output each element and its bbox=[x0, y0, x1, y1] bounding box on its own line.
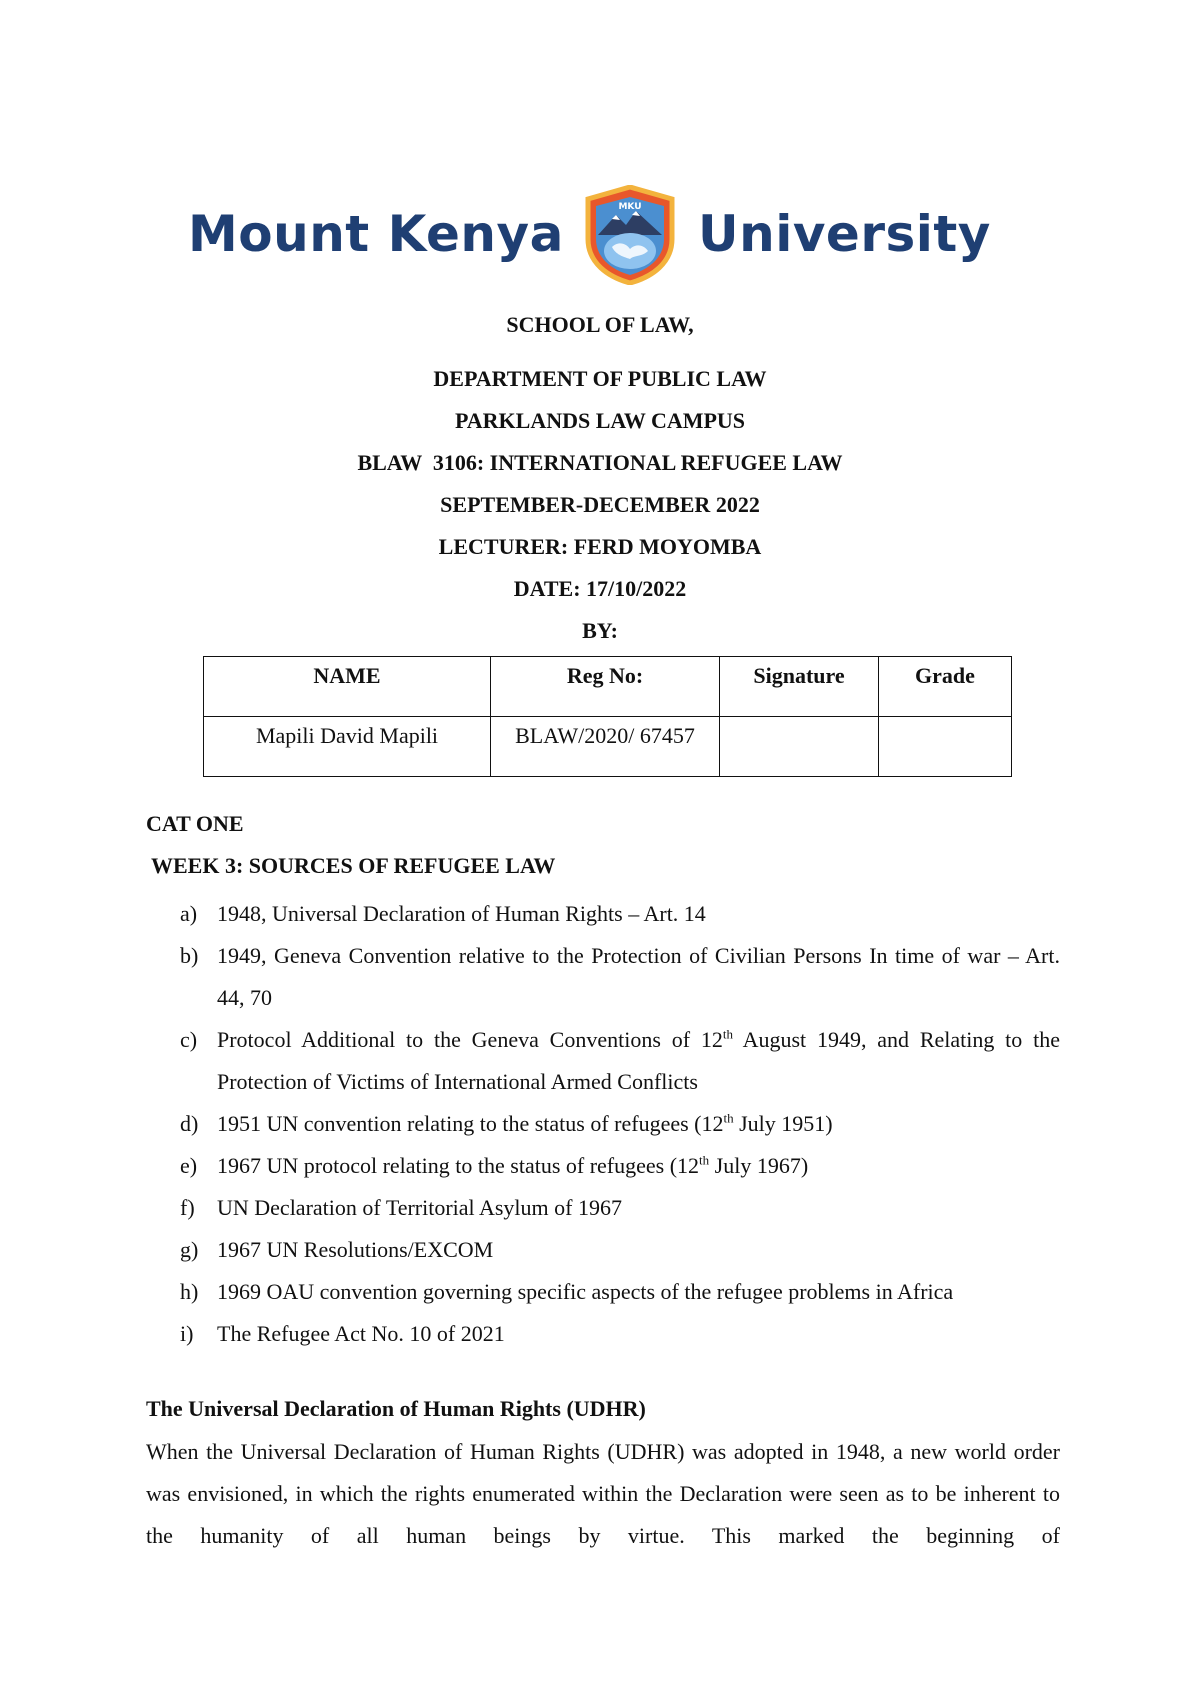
list-item-text: 1967 UN protocol relating to the status of refugees (12 bbox=[217, 1153, 700, 1178]
crest-label: MKU bbox=[618, 202, 642, 212]
list-item-text: 1951 UN convention relating to the status of refugees (12 bbox=[217, 1111, 724, 1136]
list-item-text: UN Declaration of Territorial Asylum of 1967 bbox=[217, 1195, 622, 1220]
week-title: WEEK 3: SOURCES OF REFUGEE LAW bbox=[151, 853, 556, 878]
sources-list bbox=[180, 893, 1060, 1355]
list-marker: h) bbox=[180, 1279, 199, 1304]
by-heading: BY: bbox=[582, 618, 618, 643]
list-item-text-cont: July 1967) bbox=[709, 1153, 809, 1178]
table-row bbox=[204, 717, 1012, 777]
udhr-paragraph: When the Universal Declaration of Human Rights (UDHR) was adopted in 1948, a new world order was envisioned, in which the rights enumerated within the Declaration were seen as to be inherent to the humanity of all human beings by virtue. This marked the beginning of bbox=[146, 1439, 1060, 1548]
list-item bbox=[180, 1187, 1060, 1229]
list-item bbox=[180, 1019, 1060, 1103]
table-cell-reg: BLAW/2020/ 67457 bbox=[491, 717, 720, 777]
list-marker: g) bbox=[180, 1237, 199, 1262]
list-marker: i) bbox=[180, 1321, 194, 1346]
date-heading: DATE: 17/10/2022 bbox=[513, 576, 687, 601]
table-header-name: NAME bbox=[204, 657, 491, 717]
table-header-reg: Reg No: bbox=[491, 657, 720, 717]
list-item-text-cont: July 1951) bbox=[733, 1111, 833, 1136]
list-item-text: 1969 OAU convention governing specific aspects of the refugee problems in Africa bbox=[217, 1279, 954, 1304]
table-cell-name: Mapili David Mapili bbox=[204, 717, 491, 777]
list-item bbox=[180, 1145, 1060, 1187]
list-item-text-cont: August 1949, and Relating to the Protection of Victims of International Armed Conflicts bbox=[217, 1027, 1060, 1094]
table-header-grade: Grade bbox=[879, 657, 1012, 717]
list-item bbox=[180, 1271, 1060, 1313]
list-item bbox=[180, 1313, 1060, 1355]
campus-heading: PARKLANDS LAW CAMPUS bbox=[454, 408, 746, 433]
logo-right-text: University bbox=[698, 205, 991, 263]
university-crest-icon bbox=[578, 185, 682, 285]
list-item bbox=[180, 935, 1060, 1019]
list-item-text: 1948, Universal Declaration of Human Rights – Art. 14 bbox=[217, 901, 706, 926]
list-item-text: 1949, Geneva Convention relative to the Protection of Civilian Persons In time of war – Art. 44, 70 bbox=[217, 943, 1060, 1010]
udhr-title: The Universal Declaration of Human Rights (UDHR) bbox=[146, 1396, 646, 1421]
department-heading: DEPARTMENT OF PUBLIC LAW bbox=[433, 366, 767, 391]
ordinal-suffix: th bbox=[723, 1110, 734, 1126]
cat-title: CAT ONE bbox=[146, 811, 244, 836]
logo-left-text: Mount Kenya bbox=[188, 205, 564, 263]
list-item-text: 1967 UN Resolutions/EXCOM bbox=[217, 1237, 494, 1262]
list-marker: e) bbox=[180, 1153, 198, 1178]
list-marker: a) bbox=[180, 901, 198, 926]
university-logo bbox=[188, 185, 1018, 285]
table-header-row bbox=[204, 657, 1012, 717]
student-info-table bbox=[203, 656, 1012, 777]
course-heading: BLAW 3106: INTERNATIONAL REFUGEE LAW bbox=[357, 450, 843, 475]
list-item bbox=[180, 1103, 1060, 1145]
list-item-text: Protocol Additional to the Geneva Conventions of 12 bbox=[217, 1027, 723, 1052]
list-item-text: The Refugee Act No. 10 of 2021 bbox=[217, 1321, 505, 1346]
list-marker: f) bbox=[180, 1195, 195, 1220]
lecturer-heading: LECTURER: FERD MOYOMBA bbox=[438, 534, 762, 559]
list-item bbox=[180, 893, 1060, 935]
list-marker: c) bbox=[180, 1027, 198, 1052]
ordinal-suffix: th bbox=[722, 1026, 733, 1042]
list-marker: b) bbox=[180, 943, 199, 968]
school-heading: SCHOOL OF LAW, bbox=[506, 312, 694, 337]
list-marker: d) bbox=[180, 1111, 199, 1136]
list-item bbox=[180, 1229, 1060, 1271]
term-heading: SEPTEMBER-DECEMBER 2022 bbox=[440, 492, 760, 517]
table-header-signature: Signature bbox=[720, 657, 879, 717]
ordinal-suffix: th bbox=[699, 1152, 710, 1168]
table-cell-signature bbox=[720, 717, 879, 777]
table-cell-grade bbox=[879, 717, 1012, 777]
